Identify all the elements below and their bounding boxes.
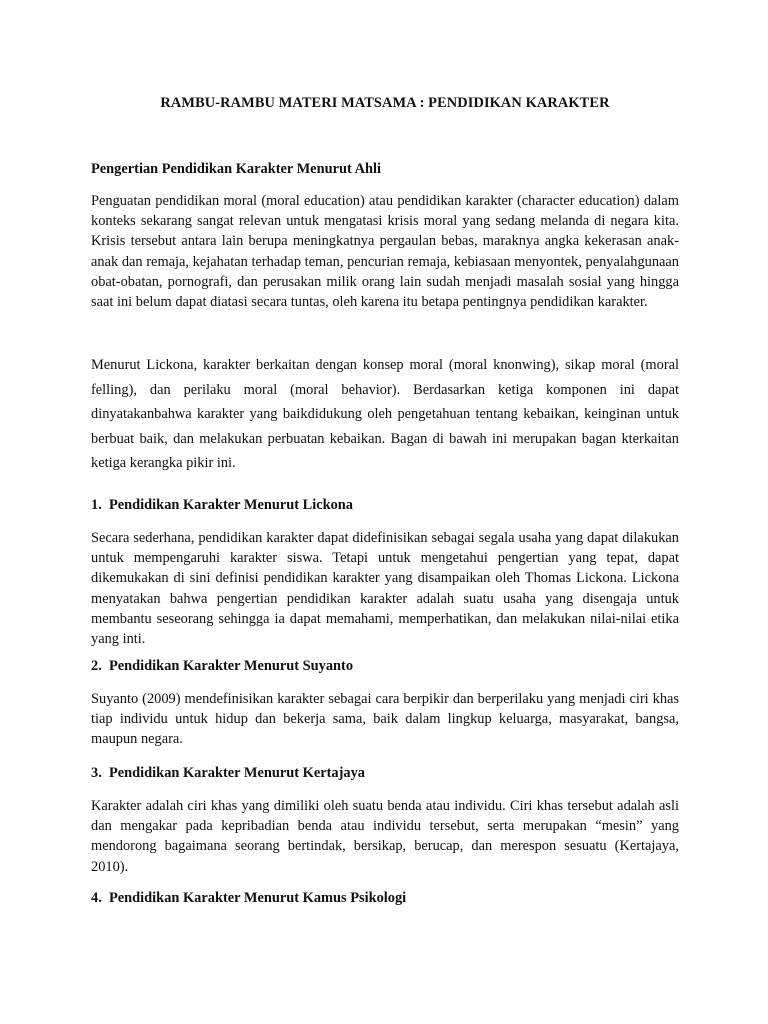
section-1-title: Pendidikan Karakter Menurut Lickona	[109, 497, 354, 513]
section-1-number: 1.	[91, 497, 102, 513]
section-2-title: Pendidikan Karakter Menurut Suyanto	[109, 658, 354, 674]
section-1-heading	[91, 495, 353, 515]
intro-paragraph: Penguatan pendidikan moral (moral education) atau pendidikan karakter (character education) dalam konteks sekarang sangat relevan untuk mengatasi krisis moral yang sedang melanda di negara kita. Krisis tersebut antara lain berupa meningkatnya pergaulan bebas, maraknya angka kekerasan anak-anak dan remaja, kejahatan terhadap teman, pencurian remaja, kebiasaan menyontek, penyalahgunaan obat-obatan, pornografi, dan perusakan milik orang lain sudah menjadi masalah sosial yang hingga saat ini belum dapat diatasi secara tuntas, oleh karena itu betapa pentingnya pendidikan karakter.	[91, 193, 679, 311]
section-1-body: Secara sederhana, pendidikan karakter dapat didefinisikan sebagai segala usaha yang dapat dilakukan untuk mempengaruhi karakter siswa. Tetapi untuk mengetahui pengertian yang tepat, dapat dikemukakan di sini definisi pendidikan karakter yang disampaikan oleh Thomas Lickona. Lickona menyatakan bahwa pengertian pendidikan karakter adalah suatu usaha yang disengaja untuk membantu seseorang sehingga ia dapat memahami, memperhatikan, dan melakukan nilai-nilai etika yang inti.	[91, 530, 679, 648]
section-2-heading	[91, 656, 353, 676]
section-2-number: 2.	[91, 658, 102, 674]
section-3-body: Karakter adalah ciri khas yang dimiliki oleh suatu benda atau individu. Ciri khas tersebut adalah asli dan mengakar pada kepribadian benda atau individu tersebut, serta merupakan “mesin” yang mendorong bagaimana seorang bertindak, bersikap, berucap, dan merespon sesuatu (Kertajaya, 2010).	[91, 798, 679, 875]
section-heading: Pengertian Pendidikan Karakter Menurut Ahli	[91, 161, 381, 177]
document-title: RAMBU-RAMBU MATERI MATSAMA : PENDIDIKAN KARAKTER	[160, 95, 610, 111]
section-4-title: Pendidikan Karakter Menurut Kamus Psikologi	[109, 890, 407, 906]
section-3-title: Pendidikan Karakter Menurut Kertajaya	[109, 765, 365, 781]
lickona-paragraph: Menurut Lickona, karakter berkaitan dengan konsep moral (moral knonwing), sikap moral (moral felling), dan perilaku moral (moral behavior). Berdasarkan ketiga komponen ini dapat dinyatakanbahwa karakter yang baikdidukung oleh pengetahuan tentang kebaikan, keinginan untuk berbuat baik, dan melakukan perbuatan kebaikan. Bagan di bawah ini merupakan bagan kterkaitan ketiga kerangka pikir ini.	[91, 357, 679, 472]
section-4-heading	[91, 888, 406, 908]
section-2-body: Suyanto (2009) mendefinisikan karakter sebagai cara berpikir dan berperilaku yang menjadi ciri khas tiap individu untuk hidup dan bekerja sama, baik dalam lingkup keluarga, masyarakat, bangsa, maupun negara.	[91, 691, 679, 748]
section-3-number: 3.	[91, 765, 102, 781]
section-4-number: 4.	[91, 890, 102, 906]
section-3-heading	[91, 763, 365, 783]
